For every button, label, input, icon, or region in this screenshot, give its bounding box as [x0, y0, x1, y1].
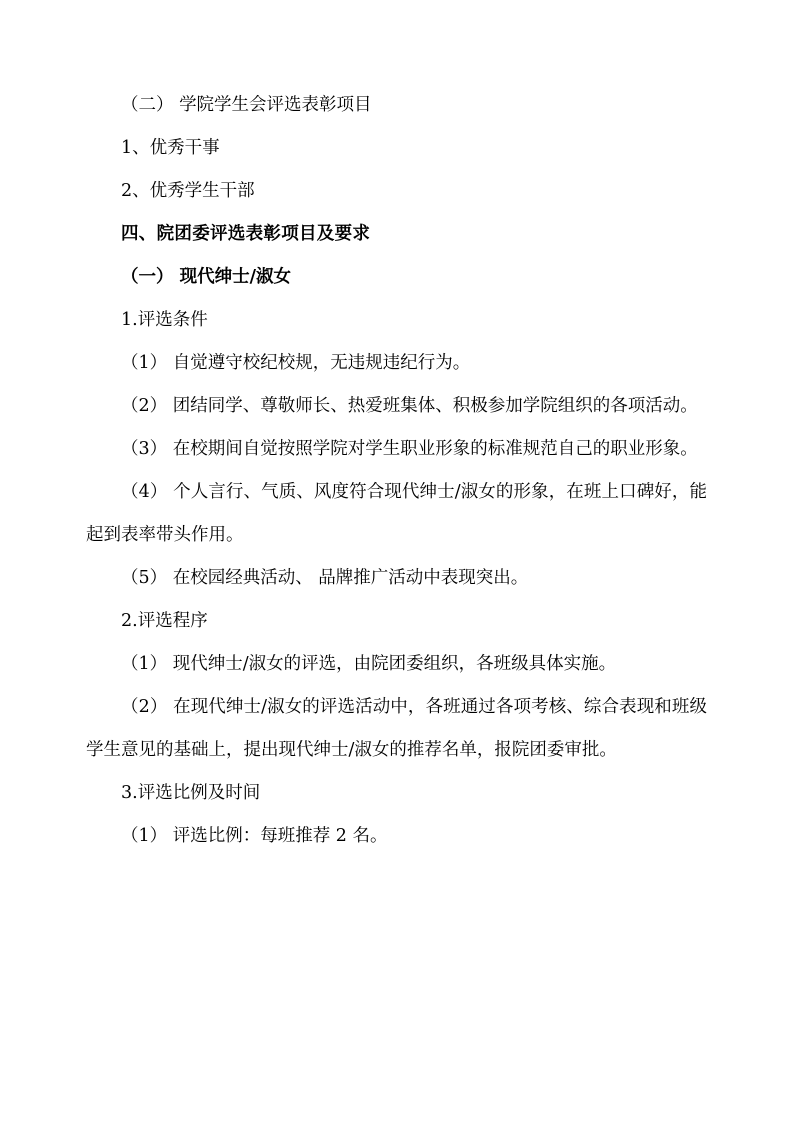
subsection-heading-modern-gentleman-lady: （一） 现代绅士/淑女	[121, 267, 291, 287]
paragraph-condition-2: （2） 团结同学、尊敬师长、热爱班集体、积极参加学院组织的各项活动。	[121, 396, 698, 416]
paragraph-procedure-2: （2） 在现代绅士/淑女的评选活动中，各班通过各项考核、综合表现和班级学生意见的基础上，提出现代绅士/淑女的推荐名单，报院团委审批。	[86, 697, 707, 760]
section-heading-four: 四、院团委评选表彰项目及要求	[121, 224, 371, 244]
paragraph-condition-5: （5） 在校园经典活动、 品牌推广活动中表现突出。	[121, 568, 529, 588]
list-item-section2-title: （二） 学院学生会评选表彰项目	[121, 95, 372, 115]
list-item-selection-conditions-title: 1.评选条件	[121, 310, 208, 330]
document-body	[86, 84, 707, 858]
paragraph-procedure-1: （1） 现代绅士/淑女的评选，由院团委组织，各班级具体实施。	[121, 654, 617, 674]
paragraph-condition-4: （4） 个人言行、气质、风度符合现代绅士/淑女的形象，在班上口碑好，能起到表率带头作用。	[86, 482, 707, 545]
paragraph-condition-1: （1） 自觉遵守校纪校规，无违规违纪行为。	[121, 353, 471, 373]
list-item-ratio-time-title: 3.评选比例及时间	[121, 783, 261, 803]
list-item-outstanding-staff: 1、优秀干事	[121, 138, 220, 158]
list-item-outstanding-student-cadre: 2、优秀学生干部	[121, 181, 255, 201]
paragraph-ratio-1: （1） 评选比例：每班推荐 2 名。	[121, 826, 388, 846]
list-item-selection-procedure-title: 2.评选程序	[121, 611, 208, 631]
paragraph-condition-3: （3） 在校期间自觉按照学院对学生职业形象的标准规范自己的职业形象。	[121, 439, 698, 459]
